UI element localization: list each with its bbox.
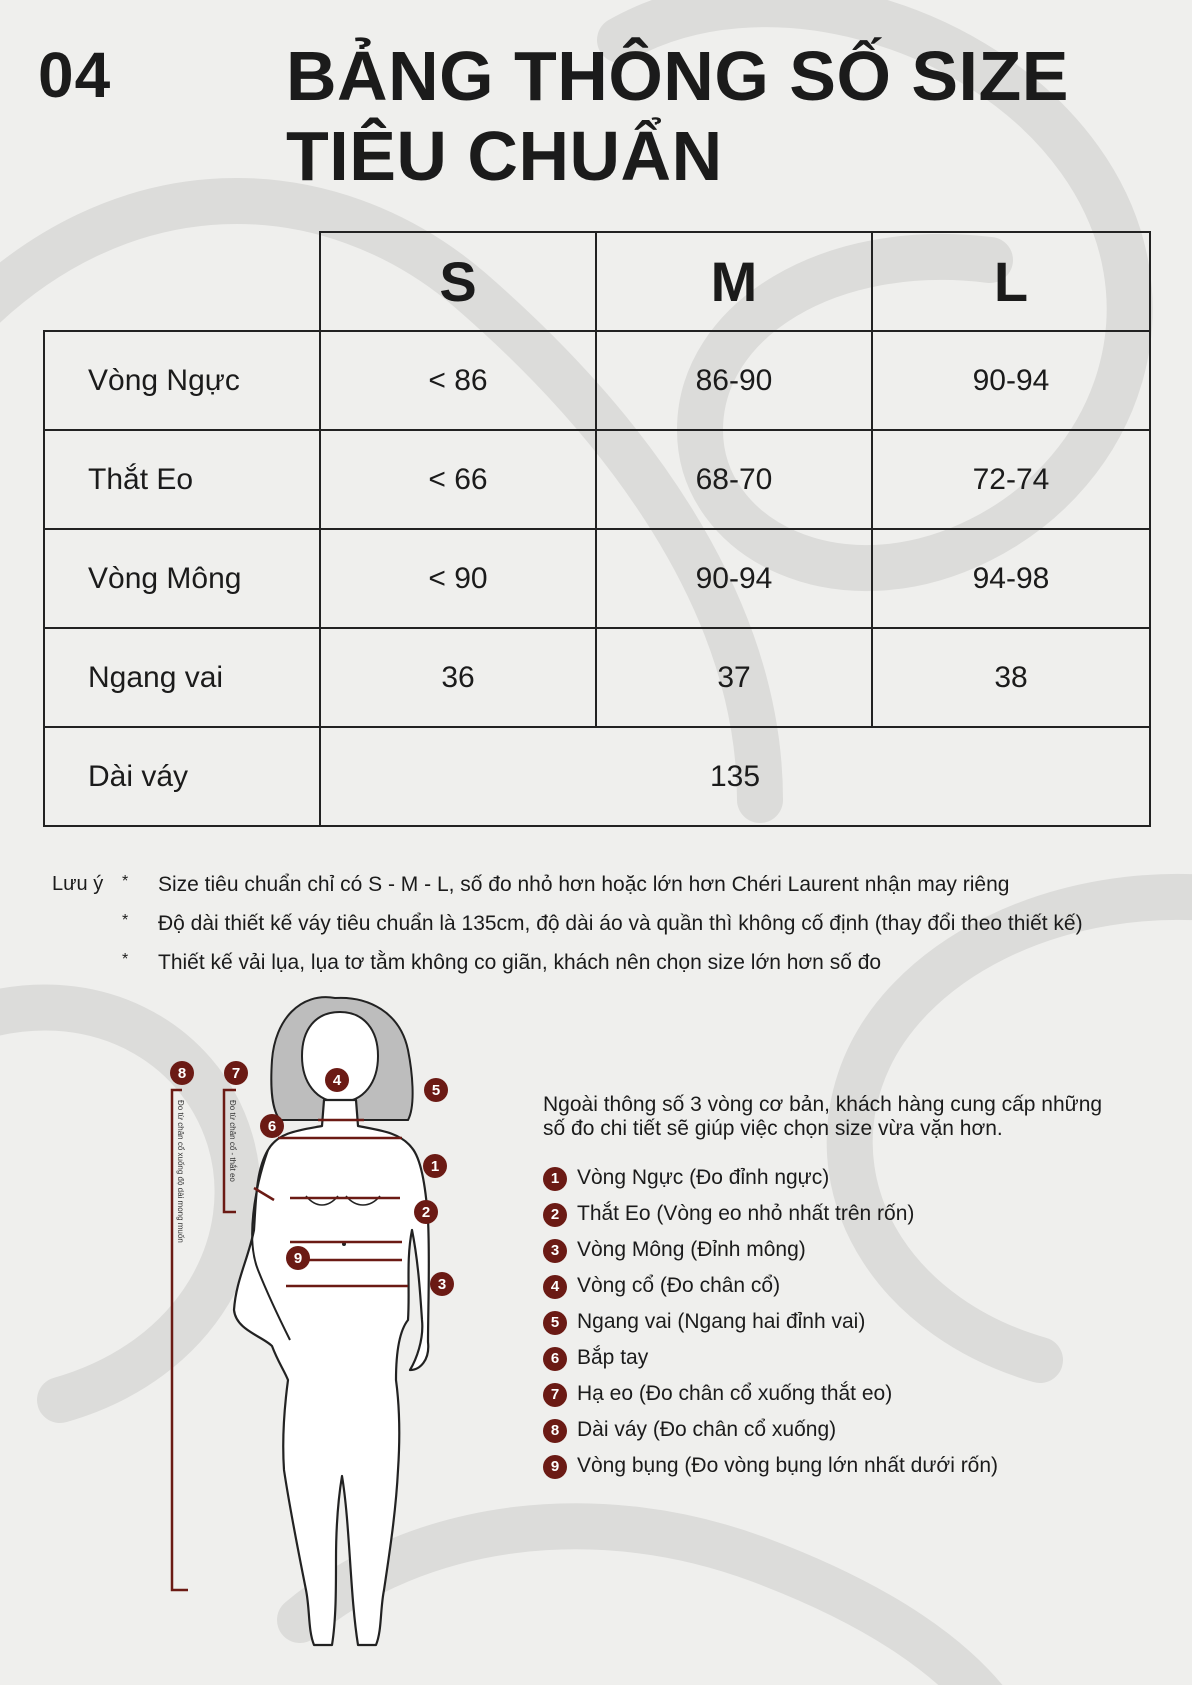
- list-item: [543, 1202, 1163, 1238]
- cell-m: 86-90: [596, 331, 872, 430]
- asterisk-icon: *: [122, 951, 129, 968]
- number-badge-icon: 3: [543, 1239, 567, 1263]
- intro-line-2: số đo chi tiết sẽ giúp việc chọn size vừa vặn hơn.: [543, 1117, 1003, 1140]
- marker-6: [260, 1114, 284, 1138]
- cell-s: < 86: [320, 331, 596, 430]
- cell-l: 72-74: [872, 430, 1150, 529]
- legend-text: Vòng Ngực (Đo đỉnh ngực): [577, 1166, 830, 1189]
- svg-text:1: 1: [430, 1158, 440, 1175]
- list-item: [543, 1382, 1163, 1418]
- cell-m: 68-70: [596, 430, 872, 529]
- bracket-8-label: Đo từ chân cổ xuống độ dài mong muốn: [176, 1100, 185, 1243]
- row-label: Ngang vai: [44, 628, 320, 727]
- size-header-row: [44, 232, 1150, 331]
- asterisk-icon: *: [122, 873, 129, 890]
- legend-text: Dài váy (Đo chân cổ xuống): [577, 1418, 837, 1441]
- table-row: [44, 529, 1150, 628]
- section-number: 04: [38, 39, 112, 111]
- marker-1: [423, 1154, 447, 1178]
- measure-legend: [543, 1166, 1163, 1490]
- cell-s: < 66: [320, 430, 596, 529]
- svg-text:7: 7: [231, 1065, 241, 1082]
- marker-5: [424, 1078, 448, 1102]
- marker-4: [325, 1068, 349, 1092]
- table-row: [44, 430, 1150, 529]
- table-row: [44, 331, 1150, 430]
- marker-7: [224, 1061, 248, 1085]
- legend-text: Bắp tay: [577, 1346, 649, 1369]
- header-blank-cell: [44, 232, 320, 331]
- cell-m: 90-94: [596, 529, 872, 628]
- svg-text:2: 2: [421, 1204, 431, 1221]
- page-title: [286, 36, 1069, 196]
- svg-text:4: 4: [332, 1072, 342, 1089]
- marker-9: [286, 1246, 310, 1270]
- list-item: [543, 1310, 1163, 1346]
- note-text: Size tiêu chuẩn chỉ có S - M - L, số đo nhỏ hơn hoặc lớn hơn Chéri Laurent nhận may riêng: [158, 873, 1010, 896]
- title-line-2: TIÊU CHUẨN: [286, 117, 723, 195]
- cell-l: 94-98: [872, 529, 1150, 628]
- cell-l: 38: [872, 628, 1150, 727]
- number-badge-icon: 1: [543, 1167, 567, 1191]
- marker-3: [430, 1272, 454, 1296]
- legend-text: Ngang vai (Ngang hai đỉnh vai): [577, 1310, 866, 1333]
- number-badge-icon: 2: [543, 1203, 567, 1227]
- list-item: [543, 1454, 1163, 1490]
- row-label: Vòng Mông: [44, 529, 320, 628]
- row-label: Vòng Ngực: [44, 331, 320, 430]
- bracket-7-label: Đo từ chân cổ - thắt eo: [228, 1100, 237, 1182]
- notes-label: Lưu ý: [52, 873, 104, 895]
- intro-line-1: Ngoài thông số 3 vòng cơ bản, khách hàng cung cấp những: [543, 1093, 1103, 1116]
- note-text: Độ dài thiết kế váy tiêu chuẩn là 135cm, độ dài áo và quần thì không cố định (thay đổi theo thiết kế): [158, 912, 1083, 935]
- number-badge-icon: 8: [543, 1419, 567, 1443]
- legend-text: Thắt Eo (Vòng eo nhỏ nhất trên rốn): [577, 1202, 915, 1225]
- list-item: [543, 1166, 1163, 1202]
- cell-m: 37: [596, 628, 872, 727]
- title-line-1: BẢNG THÔNG SỐ SIZE: [286, 37, 1069, 115]
- number-badge-icon: 7: [543, 1383, 567, 1407]
- number-badge-icon: 6: [543, 1347, 567, 1371]
- marker-8: [170, 1061, 194, 1085]
- size-header-m: M: [596, 232, 872, 331]
- number-badge-icon: 5: [543, 1311, 567, 1335]
- legend-text: Vòng bụng (Đo vòng bụng lớn nhất dưới rốn): [577, 1454, 999, 1477]
- svg-text:9: 9: [293, 1250, 303, 1267]
- marker-2: [414, 1200, 438, 1224]
- svg-text:6: 6: [267, 1118, 277, 1135]
- row-label: Thắt Eo: [44, 430, 320, 529]
- cell-s: 36: [320, 628, 596, 727]
- size-table: [43, 231, 1151, 827]
- row-label: Dài váy: [44, 727, 320, 826]
- cell-s: < 90: [320, 529, 596, 628]
- asterisk-icon: *: [122, 912, 129, 929]
- list-item: [543, 1346, 1163, 1382]
- legend-text: Vòng cổ (Đo chân cổ): [577, 1274, 781, 1297]
- list-item: [543, 1274, 1163, 1310]
- legend-text: Vòng Mông (Đỉnh mông): [577, 1238, 806, 1261]
- body-measurement-figure: [150, 990, 470, 1655]
- list-item: [543, 1238, 1163, 1274]
- size-header-s: S: [320, 232, 596, 331]
- svg-text:8: 8: [177, 1065, 187, 1082]
- table-row: [44, 628, 1150, 727]
- note-text: Thiết kế vải lụa, lụa tơ tằm không co giãn, khách nên chọn size lớn hơn số đo: [158, 951, 882, 974]
- body-shape: [234, 1100, 429, 1645]
- cell-l: 90-94: [872, 331, 1150, 430]
- dress-length-cell: 135: [320, 727, 1150, 826]
- list-item: [543, 1418, 1163, 1454]
- table-row: [44, 727, 1150, 826]
- svg-text:3: 3: [437, 1276, 447, 1293]
- measure-intro: [543, 1093, 1163, 1141]
- legend-text: Hạ eo (Đo chân cổ xuống thắt eo): [577, 1382, 893, 1405]
- number-badge-icon: 9: [543, 1455, 567, 1479]
- number-badge-icon: 4: [543, 1275, 567, 1299]
- size-header-l: L: [872, 232, 1150, 331]
- svg-text:5: 5: [431, 1082, 441, 1099]
